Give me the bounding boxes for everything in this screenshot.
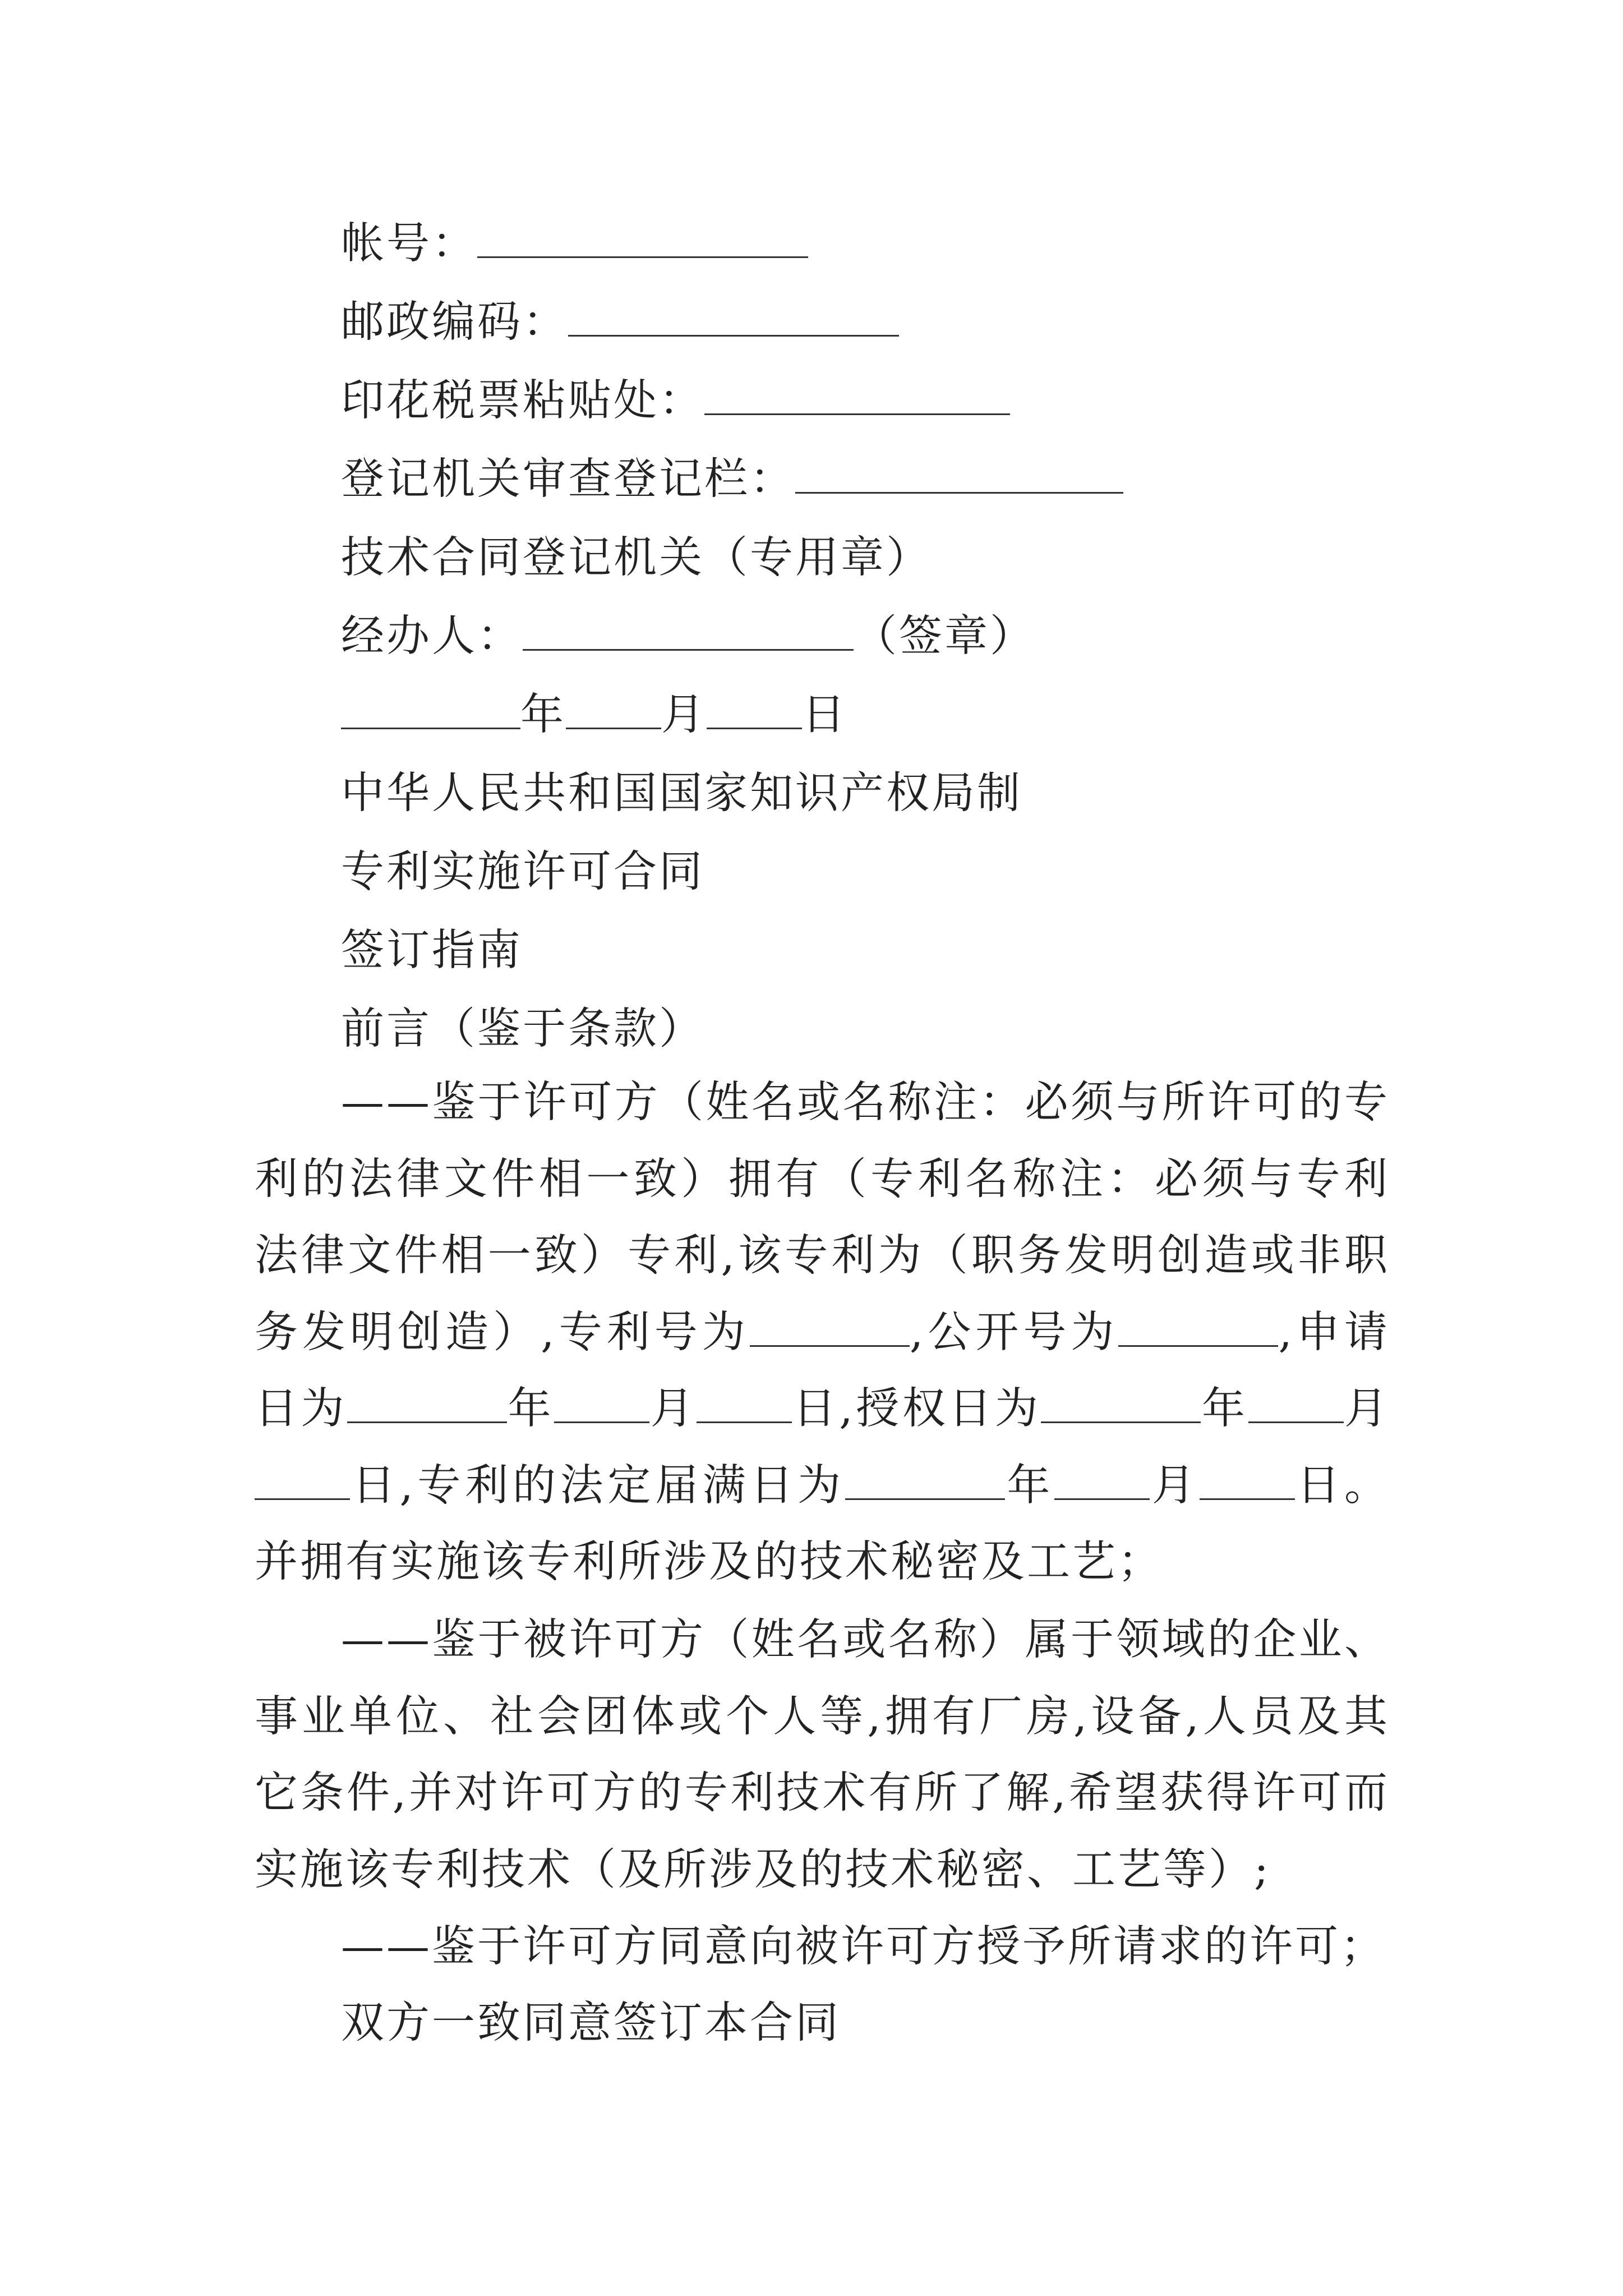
stamp-tax-field [341,362,1010,440]
account-field [341,205,808,283]
registration-authority: 技术合同登记机关（专用章） [341,533,932,583]
recital-1-text-k: 月 [1150,1460,1200,1511]
month-blank [566,693,661,729]
handler-suffix: （签章） [854,611,1035,661]
postal-code-label: 邮政编码： [341,297,568,347]
document-subtitle: 签订指南 [341,926,523,976]
stamp-tax-label: 印花税票粘贴处： [341,376,704,426]
grant-month-blank [1248,1387,1344,1423]
handler-blank [523,614,854,651]
date-line [341,676,847,754]
patent-number-blank [750,1310,910,1347]
recital-1-text-i: 日,专利的法定届满日为 [350,1460,845,1511]
recital-1-text-a: ——鉴于许可方（姓名或名称注：必须与所许可的专利的法律文件相一致）拥有（专利名称注：必须与专利法律文件相一致）专利,该专利为（职务发明创造或非职务发明创造）,专利号为 [255,1078,1390,1358]
recital-1-text-h: 月 [1343,1384,1390,1434]
application-month-blank [554,1387,649,1423]
document-title: 专利实施许可合同 [341,847,704,897]
recital-1-text-g: 年 [1201,1384,1248,1434]
recital-1-text-f: 日,授权日为 [792,1384,1041,1434]
expiry-day-blank [1200,1464,1295,1500]
account-blank [477,222,808,258]
year-label: 年 [520,690,566,740]
recital-1-text-e: 月 [649,1384,697,1434]
application-date-blank [347,1387,507,1423]
recital-1-text-l: 日。并拥有实施该专利所涉及的技术秘密及工艺； [255,1460,1390,1587]
registration-review-field [341,440,1123,519]
application-day-blank [697,1387,792,1423]
publication-number-blank [1118,1310,1278,1347]
recital-patent-owner [255,1065,1390,1601]
expiry-year-blank [845,1464,1005,1500]
expiry-month-blank [1054,1464,1150,1500]
handler-label: 经办人： [341,611,523,661]
month-label: 月 [661,690,707,740]
recital-1-text-j: 年 [1004,1460,1055,1511]
recital-consent: ——鉴于许可方同意向被许可方授予所请求的许可； [341,1922,1386,1972]
grant-day-blank [255,1464,350,1500]
grant-year-blank [1041,1387,1201,1423]
section-title: 前言（鉴于条款） [341,1004,704,1054]
day-label: 日 [802,690,847,740]
recital-1-text-d: 年 [507,1384,555,1434]
handler-field [341,597,1035,676]
postal-code-field [341,283,899,362]
year-blank [341,693,520,729]
registration-review-label: 登记机关审查登记栏： [341,454,795,504]
day-blank [707,693,802,729]
recital-1-text-c: ,申请日为 [255,1307,1390,1434]
postal-code-blank [568,300,899,337]
agreement-statement: 双方一致同意签订本合同 [341,1998,841,2048]
recital-licensee: ——鉴于被许可方（姓名或名称）属于领域的企业、事业单位、社会团体或个人等,拥有厂房,设备,人员及其它条件,并对许可方的专利技术有所了解,希望获得许可而实施该专利技术（及所涉及的技术秘密、工艺等）; [255,1615,1390,1895]
recital-1-text-b: ,公开号为 [909,1307,1119,1358]
stamp-tax-blank [704,379,1010,415]
issuer: 中华人民共和国国家知识产权局制 [341,769,1022,818]
registration-review-blank [795,457,1123,494]
account-label: 帐号： [341,219,477,269]
